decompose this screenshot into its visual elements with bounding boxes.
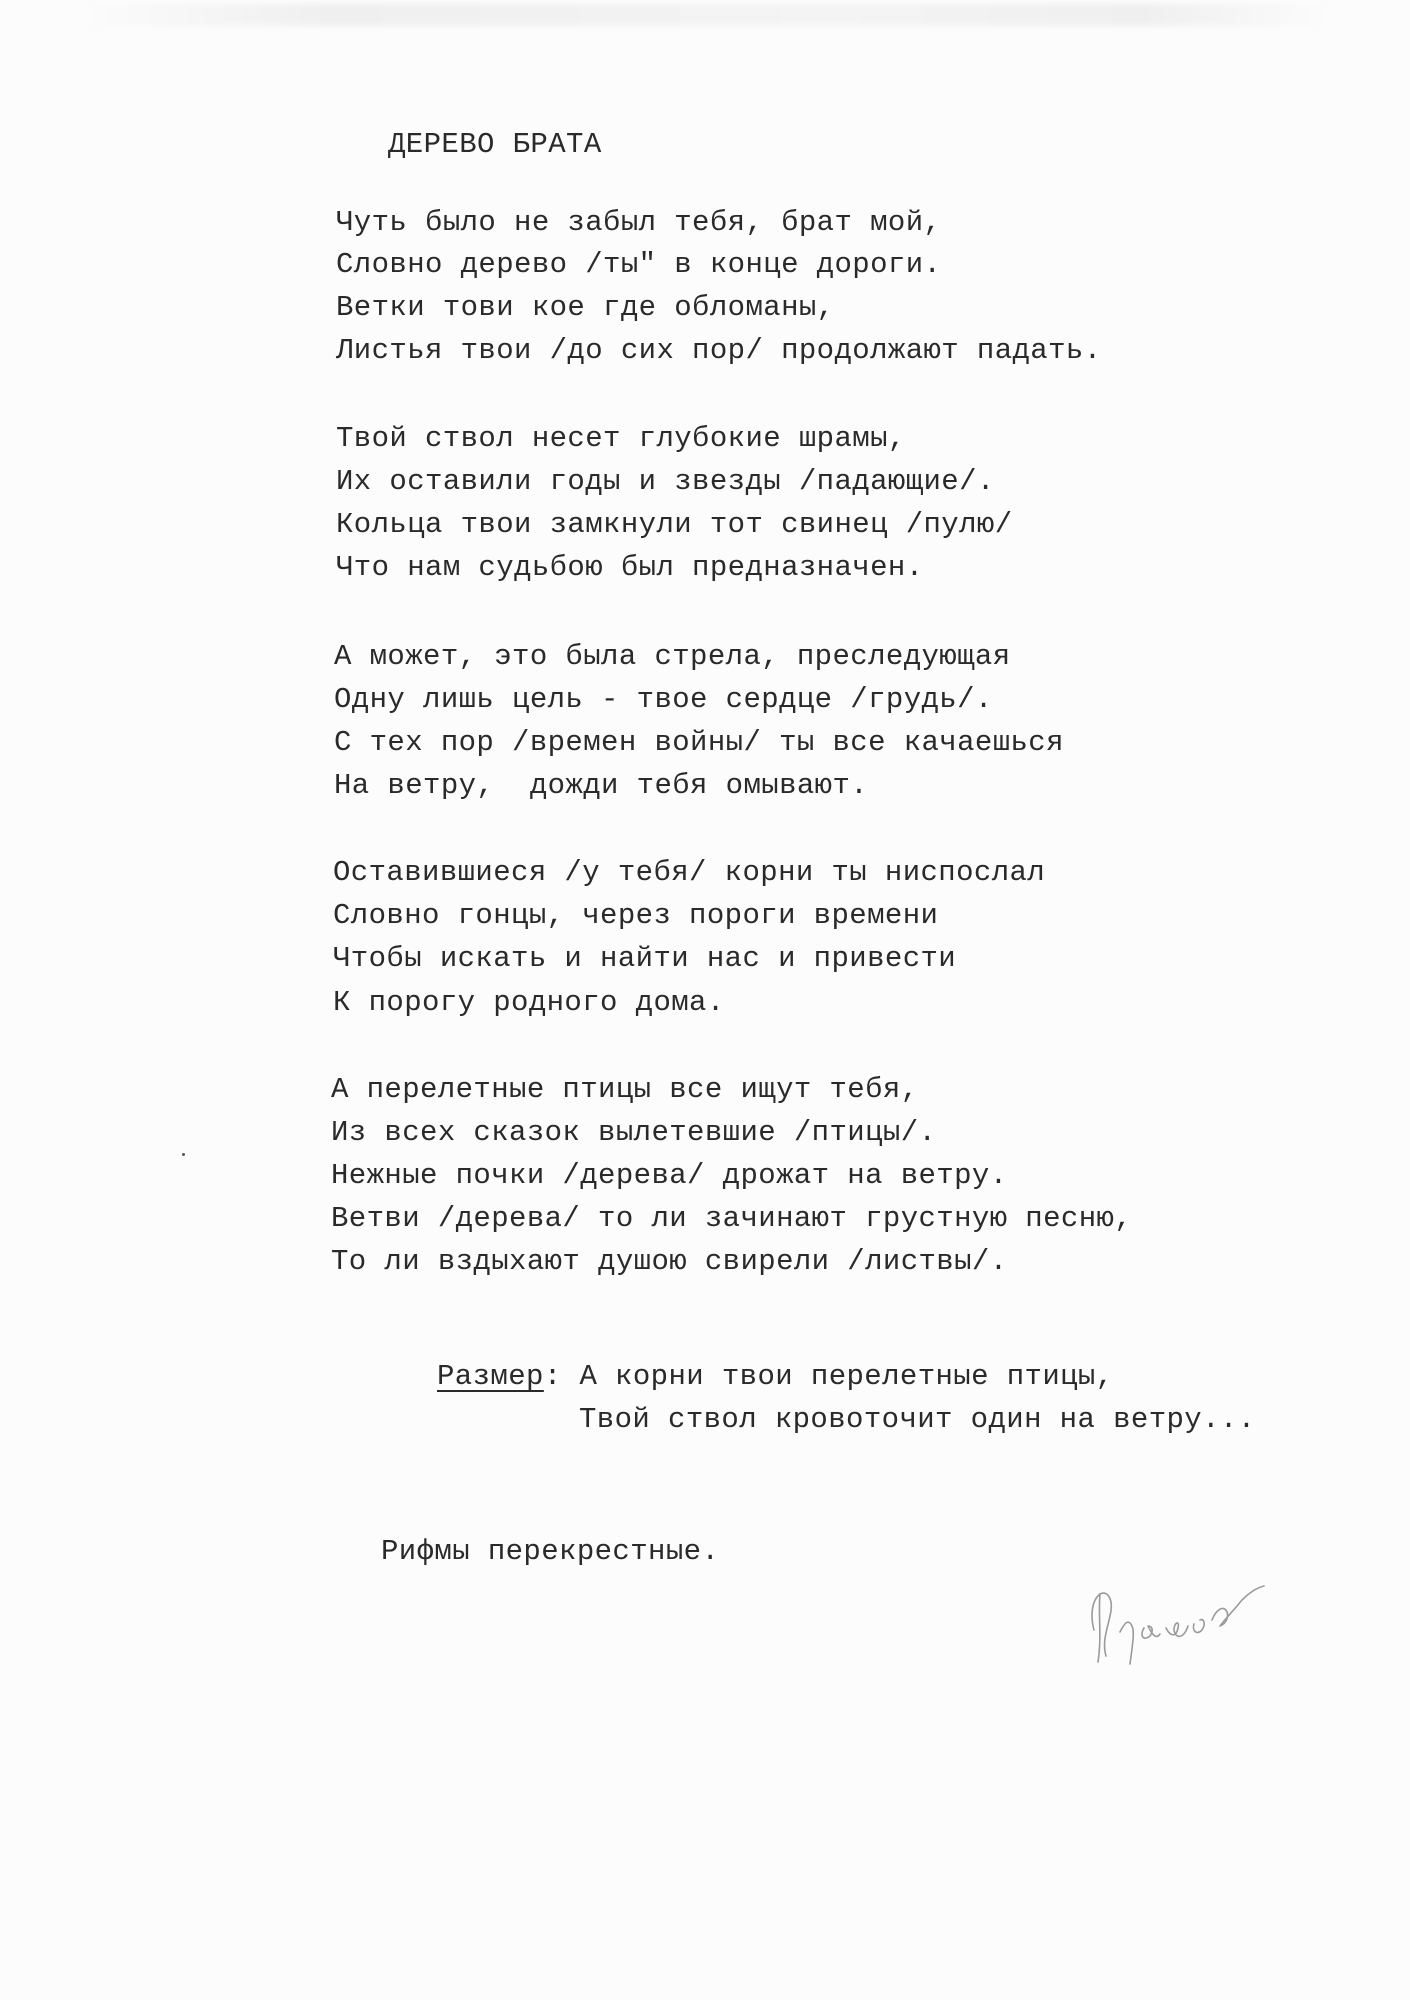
stanza-2-line-1: Твой ствол несет глубокие шрамы, — [336, 422, 906, 455]
bleed-through-shadow — [80, 4, 1330, 26]
stanza-3-line-3: С тех пор /времен войны/ ты все качаешься — [334, 726, 1064, 759]
meter-example-1: А корни твои перелетные птицы, — [579, 1360, 1114, 1393]
meter-line-1 — [437, 1362, 1114, 1391]
meter-colon: : — [543, 1360, 562, 1393]
stanza-5-line-5: То ли вздыхают душою свирели /листвы/. — [331, 1245, 1008, 1278]
stanza-2-line-3: Кольца твои замкнули тот свинец /пулю/ — [336, 508, 1013, 541]
stanza-3-line-4: На ветру, дожди тебя омывают. — [334, 769, 869, 802]
stanza-4-line-3: Чтобы искать и найти нас и привести — [333, 942, 957, 975]
stanza-1-line-4: Листья твои /до сих пор/ продолжают падать. — [336, 334, 1102, 367]
stanza-2-line-2: Их оставили годы и звезды /падающие/. — [336, 465, 995, 498]
stray-mark — [182, 1153, 185, 1156]
stanza-5-line-2: Из всех сказок вылетевшие /птицы/. — [331, 1116, 937, 1149]
handwritten-signature — [1080, 1570, 1290, 1680]
poem-title: ДЕРЕВО БРАТА — [388, 128, 602, 161]
stanza-1-line-1: Чуть было не забыл тебя, брат мой, — [336, 206, 942, 239]
stanza-3-line-1: А может, это была стрела, преследующая — [334, 640, 1011, 673]
rhymes-note: Рифмы перекрестные. — [381, 1535, 720, 1568]
stanza-5-line-3: Нежные почки /дерева/ дрожат на ветру. — [331, 1159, 1008, 1192]
stanza-2-line-4: Что нам судьбою был предназначен. — [336, 551, 924, 584]
stanza-5-line-1: А перелетные птицы все ищут тебя, — [331, 1073, 919, 1106]
meter-label: Размер — [437, 1360, 544, 1393]
stanza-1-line-3: Ветки тови кое где обломаны, — [336, 291, 835, 324]
stanza-4-line-2: Словно гонцы, через пороги времени — [333, 899, 939, 932]
stanza-1-line-2: Словно дерево /ты" в конце дороги. — [336, 248, 942, 281]
stanza-4-line-4: К порогу родного дома. — [333, 986, 725, 1019]
stanza-3-line-2: Одну лишь цель - твое сердце /грудь/. — [334, 683, 993, 716]
stanza-4-line-1: Оставившиеся /у тебя/ корни ты ниспослал — [333, 856, 1046, 889]
stanza-5-line-4: Ветви /дерева/ то ли зачинают грустную песню, — [331, 1202, 1133, 1235]
meter-example-2: Твой ствол кровоточит один на ветру... — [579, 1403, 1256, 1436]
